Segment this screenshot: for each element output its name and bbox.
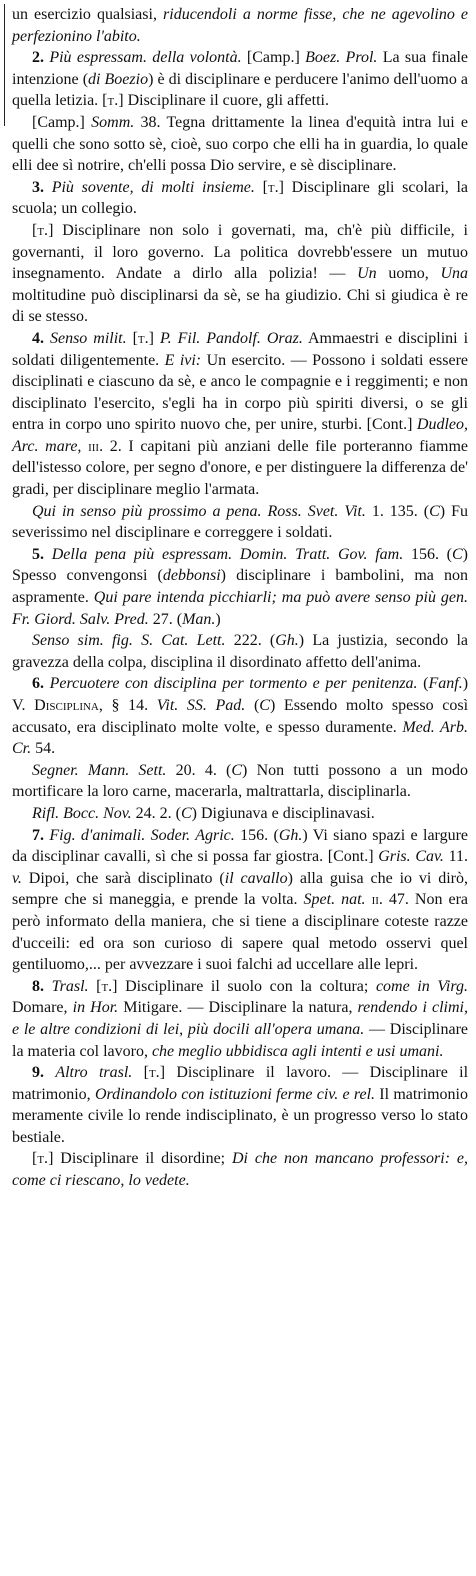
text-run: (: [417, 675, 429, 693]
text-run: ]: [148, 329, 160, 347]
text-run: Un esercito. — Possono i soldati essere disciplinati e ciascuno da sè, e anco le compagnie e i reggimenti; e non disciplinato l'esercito, s'egli ha in corpo più spiriti diversi, o se gli entra in corpo uno spirito nuovo che, per unire, sturbi. [Cont.]: [12, 351, 468, 434]
text-run: t.: [107, 92, 119, 110]
entry-paragraph: [12, 328, 468, 501]
text-run: Dipoi, che sarà disciplinato (: [21, 869, 225, 887]
text-run: di Boezio: [88, 70, 149, 88]
text-run: P. Fil. Pandolf. Oraz.: [159, 329, 303, 347]
text-run: debbonsi: [162, 567, 221, 585]
text-run: 11.: [443, 848, 469, 866]
text-run: ) è di disciplinare e perducere l'animo dell'uomo a quella letizia. [: [12, 70, 469, 110]
text-run: . 47. Non era però informato della maniera, che si tiene a disciplinare coteste razze d'ucceili: ed ora son curioso di sapere qual metodo osservi quel gentiluomo,... per avvezzare i suoi falchi ad uccellare alle lepri.: [12, 891, 469, 974]
text-run: Fig. d'animali. Soder. Agric.: [49, 826, 235, 844]
text-run: 9.: [32, 1064, 56, 1082]
text-run: C: [231, 761, 243, 779]
text-run: Della pena più espressam. Domin. Tratt. Gov. fam.: [51, 545, 404, 563]
text-run: ) Essendo molto spesso così accusato, era disciplinato molte volte, e spesso duramente.: [12, 697, 469, 736]
entry-paragraph: [12, 47, 468, 112]
text-run: Gh.: [278, 826, 303, 844]
text-run: C: [181, 804, 192, 822]
text-run: [: [254, 178, 268, 196]
text-run: t.: [148, 1064, 160, 1082]
text-run: E ivi:: [164, 351, 202, 369]
text-run: Gh.: [275, 632, 299, 650]
text-run: 5.: [32, 545, 52, 563]
text-run: [Camp.]: [241, 49, 306, 67]
text-run: iii: [88, 437, 100, 455]
text-run: 27. (: [148, 610, 183, 628]
text-run: Un: [357, 265, 377, 283]
text-run: Ordinandolo con istituzioni ferme civ. e rel.: [94, 1085, 376, 1103]
text-run: 6.: [32, 675, 50, 693]
entry-paragraph: [12, 1062, 468, 1148]
text-run: t.: [37, 221, 49, 239]
text-run: il cavallo: [224, 869, 288, 887]
text-run: ) Digiunava e disciplinavasi.: [191, 804, 375, 822]
text-run: 54.: [31, 740, 56, 758]
text-run: 8.: [32, 977, 52, 995]
text-run: riducendoli a norme fisse, che ne agevolino e perfezionino l'abito.: [12, 6, 469, 45]
text-run: 24. 2. (: [131, 804, 181, 822]
text-run: Di che non mancano professori: e, come ci riescano, lo vedete.: [12, 1150, 469, 1190]
text-run: — Disciplinare la materia col lavoro,: [12, 1020, 468, 1060]
text-run: 222. (: [225, 632, 276, 650]
entry-paragraph: [12, 544, 468, 630]
text-run: che meglio ubbidisca agli intenti e usi umani.: [151, 1042, 444, 1060]
text-run: Somm.: [91, 113, 135, 131]
entry-paragraph: [12, 220, 468, 328]
text-run: Segner. Mann. Sett.: [32, 761, 167, 779]
text-run: Rifl. Bocc. Nov.: [32, 804, 132, 822]
text-run: 156. (: [403, 545, 452, 563]
text-run: Domare,: [12, 999, 73, 1017]
text-run: uomo,: [376, 265, 441, 283]
text-run: (: [245, 697, 260, 714]
text-run: Altro trasl.: [55, 1064, 133, 1082]
text-run: C: [429, 502, 440, 520]
text-run: Più espressam. della volontà.: [49, 49, 242, 67]
text-run: Boez. Prol.: [305, 49, 378, 67]
text-run: 4.: [32, 329, 50, 347]
entry-text: [12, 4, 468, 1192]
text-run: ) Non tutti possono a un modo mortificare la loro carne, macerarla, maltrattarla, disciplinarla.: [12, 761, 468, 801]
text-run: un esercizio qualsiasi,: [12, 6, 164, 23]
text-run: t.: [267, 178, 279, 196]
text-run: Fanf.: [428, 675, 463, 693]
text-run: Man.: [182, 610, 216, 628]
text-run: Med. Arb. Cr.: [12, 718, 468, 758]
text-run: Disciplina: [34, 697, 99, 714]
entry-paragraph: [12, 112, 468, 177]
entry-paragraph: [12, 1148, 468, 1191]
text-run: Qui pare intenda picchiarli; ma può avere senso più gen. Fr. Giord. Salv. Pred.: [12, 589, 468, 628]
text-run: 1. 135. (: [365, 502, 430, 520]
text-run: ) V.: [12, 675, 469, 714]
text-run: Mitigare. — Disciplinare la natura,: [118, 999, 358, 1017]
text-run: ] Disciplinare non solo i governati, ma, ch'è più difficile, i governanti, il loro governo. La politica dovrebb'essere un mutuo insegnamento. Andate a dirlo alla polizia! —: [12, 221, 468, 283]
text-run: ii: [371, 891, 379, 909]
text-run: [: [88, 977, 102, 995]
text-run: 20. 4. (: [166, 761, 232, 779]
text-run: ) La justizia, secondo la gravezza della colpa, disciplina il disordinato affetto dell'anima.: [12, 632, 469, 671]
text-run: Una: [440, 265, 469, 283]
entry-paragraph: [12, 803, 468, 825]
text-run: Percuotere con disciplina per tormento e per penitenza.: [49, 675, 418, 693]
text-run: ] Disciplinare il suolo con la coltura;: [112, 977, 376, 995]
margin-rule: [4, 4, 5, 126]
text-run: 38. Tegna drittamente la linea d'equità intra lui e quelli che sono sotto sè, cioè, suo corpo che elli ha in guardia, lo quale elli dee sì notrire, ch'elli possa Dio servire, e sè disciplinare.: [12, 113, 468, 175]
text-run: [Camp.]: [32, 113, 92, 131]
text-run: ) Fu severissimo nel disciplinare e correggere i soldati.: [12, 502, 469, 542]
text-run: Il matrimonio meramente civile lo rende indisciplinato, è un progresso verso lo stato bestiale.: [12, 1085, 468, 1146]
text-run: Ammaestri e disciplini i soldati diligentemente.: [12, 329, 469, 369]
entry-paragraph: [12, 825, 468, 976]
text-run: 7.: [32, 826, 50, 844]
text-run: Più sovente, di molti insieme.: [51, 178, 255, 196]
text-run: in Hor.: [72, 999, 119, 1017]
text-run: Qui in senso più prossimo a pena. Ross. Svet. Vit.: [32, 502, 366, 520]
text-run: ] Disciplinare il cuore, gli affetti.: [118, 92, 329, 110]
text-run: [: [32, 221, 38, 239]
text-run: ) disciplinare i bambolini, ma non aspramente.: [12, 567, 469, 607]
text-run: t.: [101, 977, 113, 995]
text-run: ] Disciplinare gli scolari, la scuola; un collegio.: [12, 178, 469, 218]
text-run: ): [215, 610, 221, 628]
text-run: La sua finale intenzione (: [12, 49, 469, 88]
text-run: Senso milit.: [49, 329, 127, 347]
text-run: v.: [12, 869, 22, 887]
text-run: t.: [37, 1150, 49, 1168]
text-run: [: [132, 1064, 149, 1082]
text-run: Trasl.: [51, 977, 89, 995]
text-run: Spet. nat.: [303, 891, 366, 909]
text-run: , § 14.: [98, 697, 157, 714]
text-run: Dudleo, Arc. mare,: [12, 416, 468, 455]
entry-paragraph: [12, 177, 468, 220]
entry-paragraph: [12, 673, 468, 759]
text-run: C: [452, 545, 463, 563]
text-run: ] Disciplinare il disordine;: [48, 1150, 232, 1168]
text-run: 3.: [32, 178, 52, 196]
text-run: C: [259, 697, 270, 714]
text-run: 156. (: [234, 826, 279, 844]
text-run: moltitudine può disciplinarsi da sè, se ha giudizio. Chi si giudica è re di se stesso.: [12, 286, 468, 326]
text-run: t.: [137, 329, 149, 347]
entry-paragraph: [12, 501, 468, 544]
text-run: Vit. SS. Pad.: [156, 697, 246, 714]
text-run: 2.: [32, 49, 50, 67]
entry-paragraph: [12, 4, 468, 47]
text-run: ) Spesso convengonsi (: [12, 545, 468, 585]
text-run: come in Virg.: [375, 977, 468, 995]
text-run: ] Disciplinare il lavoro. — Disciplinare il matrimonio,: [12, 1064, 469, 1103]
text-run: [: [126, 329, 138, 347]
text-run: Gris. Cav.: [378, 848, 444, 866]
entry-paragraph: [12, 760, 468, 803]
text-run: . 2. I capitani più anziani delle file porteranno fiamme dell'istesso colore, per segno d'onore, e per distinguere la differenza de' gradi, per disciplinare meglio l'armata.: [12, 437, 469, 499]
text-run: ) alla guisa che io vi dirò, sempre che si maneggia, e prende la volta.: [12, 869, 469, 909]
text-run: rendendo i climi, e le altre condizioni di lei, più docili all'opera umana.: [12, 999, 469, 1038]
entry-paragraph: [12, 976, 468, 1062]
text-run: Senso sim. fig. S. Cat. Lett.: [32, 632, 226, 650]
text-run: ) Vi siano spazi e largure da disciplinar cavalli, sì che si possa far giostra. [Cont.]: [12, 826, 469, 866]
entry-paragraph: [12, 630, 468, 673]
text-run: [: [32, 1150, 38, 1168]
